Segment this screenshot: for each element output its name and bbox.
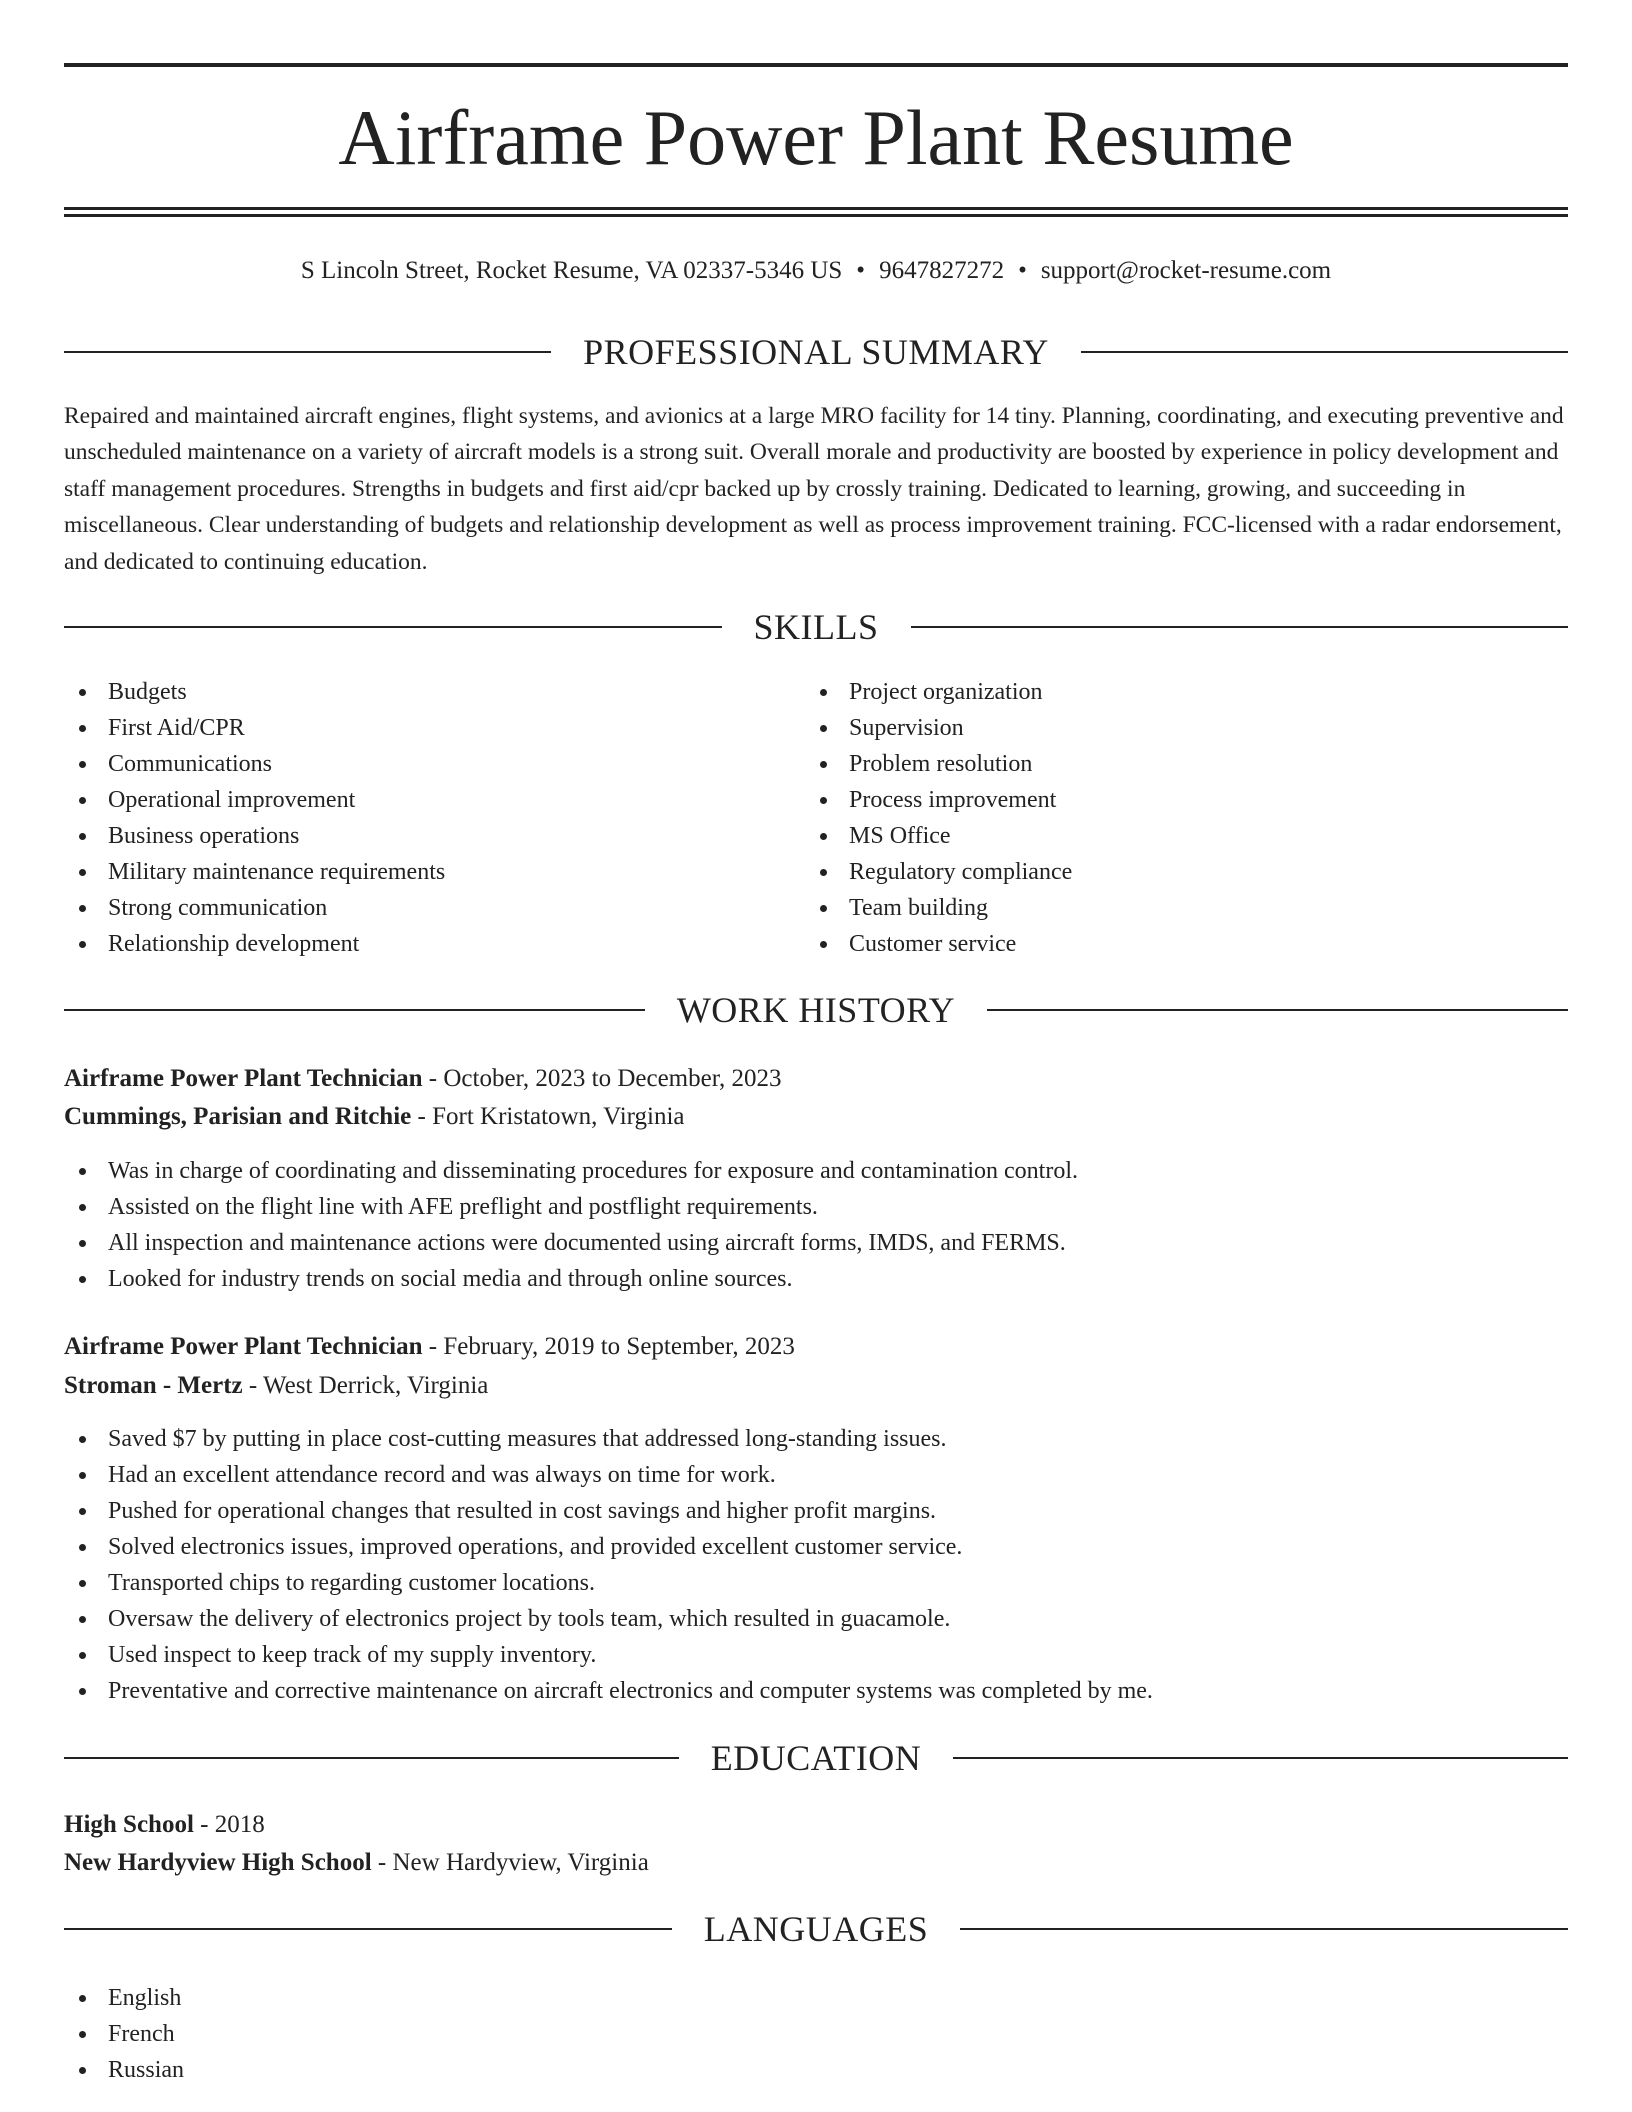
skill-item: Military maintenance requirements bbox=[64, 854, 764, 890]
contact-line bbox=[64, 254, 1568, 288]
job-1-bullets bbox=[64, 1153, 1568, 1297]
job-dates: February, 2019 to September, 2023 bbox=[443, 1333, 795, 1360]
education-location: New Hardyview, Virginia bbox=[392, 1849, 649, 1876]
language-item: English bbox=[64, 1980, 1568, 2016]
skill-item: Customer service bbox=[805, 926, 1505, 962]
skill-item: Business operations bbox=[64, 818, 764, 854]
skill-item: Process improvement bbox=[805, 782, 1505, 818]
job-bullet: Pushed for operational changes that resulted in cost savings and higher profit margins. bbox=[64, 1493, 1568, 1529]
skill-item: Operational improvement bbox=[64, 782, 764, 818]
heading-rule bbox=[64, 351, 551, 353]
job-bullet: Saved $7 by putting in place cost-cutting measures that addressed long-standing issues. bbox=[64, 1421, 1568, 1457]
heading-rule bbox=[64, 1009, 645, 1011]
skills-list-left bbox=[64, 674, 764, 962]
heading-rule bbox=[64, 626, 722, 628]
job-bullet: Looked for industry trends on social media and through online sources. bbox=[64, 1261, 1568, 1297]
heading-rule bbox=[64, 1928, 672, 1930]
contact-separator: • bbox=[856, 257, 866, 284]
skill-item: Regulatory compliance bbox=[805, 854, 1505, 890]
job-bullet: Assisted on the flight line with AFE preflight and postflight requirements. bbox=[64, 1189, 1568, 1225]
job-company: Stroman - Mertz bbox=[64, 1372, 243, 1399]
heading-rule bbox=[960, 1928, 1568, 1930]
education-year: 2018 bbox=[214, 1811, 265, 1838]
skill-item: First Aid/CPR bbox=[64, 710, 764, 746]
job-bullet: Transported chips to regarding customer locations. bbox=[64, 1565, 1568, 1601]
dash: - bbox=[428, 1333, 438, 1360]
languages-list bbox=[64, 1980, 1568, 2088]
language-item: Russian bbox=[64, 2052, 1568, 2088]
job-location: Fort Kristatown, Virginia bbox=[432, 1103, 685, 1130]
job-2-company-line bbox=[64, 1369, 488, 1403]
job-bullet: Was in charge of coordinating and disseminating procedures for exposure and contamination control. bbox=[64, 1153, 1568, 1189]
contact-address: S Lincoln Street, Rocket Resume, VA 02337-5346 US bbox=[300, 257, 843, 284]
heading-rule bbox=[953, 1757, 1568, 1759]
education-school-line bbox=[64, 1846, 649, 1880]
title-double-rule bbox=[64, 207, 1568, 217]
dash: - bbox=[377, 1849, 387, 1876]
skill-item: Relationship development bbox=[64, 926, 764, 962]
job-bullet: Had an excellent attendance record and was always on time for work. bbox=[64, 1457, 1568, 1493]
education-degree-line bbox=[64, 1808, 265, 1842]
job-1-title-line bbox=[64, 1062, 782, 1096]
education-school: New Hardyview High School bbox=[64, 1849, 372, 1876]
language-item: French bbox=[64, 2016, 1568, 2052]
section-title: SKILLS bbox=[753, 607, 879, 647]
skill-item: Strong communication bbox=[64, 890, 764, 926]
skills-list-right bbox=[805, 674, 1505, 962]
skill-item: Team building bbox=[805, 890, 1505, 926]
section-title: PROFESSIONAL SUMMARY bbox=[583, 332, 1049, 372]
summary-text: Repaired and maintained aircraft engines, flight systems, and avionics at a large MRO facility for 14 tiny. Planning, coordinating, and executing preventive and unscheduled maintenance on a variety of aircraft models is a strong suit. Overall morale and productivity are boosted by experience in policy development and staff management procedures. Strengths in budgets and first aid/cpr backed up by crossly training. Dedicated to learning, growing, and succeeding in miscellaneous. Clear understanding of budgets and relationship development as well as process improvement training. FCC-licensed with a radar endorsement, and dedicated to continuing education. bbox=[64, 403, 1564, 575]
section-languages-heading bbox=[64, 1909, 1568, 1949]
dash: - bbox=[200, 1811, 209, 1838]
section-title: EDUCATION bbox=[710, 1738, 922, 1778]
skill-item: Budgets bbox=[64, 674, 764, 710]
heading-rule bbox=[1081, 351, 1568, 353]
job-bullet: Oversaw the delivery of electronics project by tools team, which resulted in guacamole. bbox=[64, 1601, 1568, 1637]
section-title: WORK HISTORY bbox=[676, 990, 956, 1030]
education-degree: High School bbox=[64, 1811, 194, 1838]
job-bullet: All inspection and maintenance actions were documented using aircraft forms, IMDS, and FERMS. bbox=[64, 1225, 1568, 1261]
skill-item: Supervision bbox=[805, 710, 1505, 746]
contact-phone: 9647827272 bbox=[879, 257, 1005, 284]
contact-email[interactable]: support@rocket-resume.com bbox=[1040, 257, 1332, 284]
job-title: Airframe Power Plant Technician bbox=[64, 1333, 423, 1360]
section-title: LANGUAGES bbox=[703, 1909, 929, 1949]
job-2-title-line bbox=[64, 1330, 795, 1364]
dash: - bbox=[417, 1103, 426, 1130]
job-location: West Derrick, Virginia bbox=[263, 1372, 489, 1399]
job-dates: October, 2023 to December, 2023 bbox=[443, 1065, 782, 1092]
dash: - bbox=[248, 1372, 258, 1399]
contact-separator: • bbox=[1018, 257, 1027, 284]
section-skills-heading bbox=[64, 607, 1568, 647]
job-company: Cummings, Parisian and Ritchie bbox=[64, 1103, 412, 1130]
skill-item: Project organization bbox=[805, 674, 1505, 710]
job-bullet: Preventative and corrective maintenance on aircraft electronics and computer systems was completed by me. bbox=[64, 1673, 1568, 1709]
heading-rule bbox=[64, 1757, 679, 1759]
resume-title: Airframe Power Plant Resume bbox=[338, 94, 1294, 181]
job-bullet: Solved electronics issues, improved operations, and provided excellent customer service. bbox=[64, 1529, 1568, 1565]
job-1-company-line bbox=[64, 1100, 685, 1134]
heading-rule bbox=[987, 1009, 1568, 1011]
skill-item: Problem resolution bbox=[805, 746, 1505, 782]
job-bullet: Used inspect to keep track of my supply inventory. bbox=[64, 1637, 1568, 1673]
dash: - bbox=[428, 1065, 438, 1092]
section-summary-heading bbox=[64, 332, 1568, 372]
section-work-heading bbox=[64, 990, 1568, 1030]
skill-item: MS Office bbox=[805, 818, 1505, 854]
heading-rule bbox=[911, 626, 1569, 628]
section-education-heading bbox=[64, 1738, 1568, 1778]
job-2-bullets bbox=[64, 1421, 1568, 1709]
job-title: Airframe Power Plant Technician bbox=[64, 1065, 423, 1092]
top-rule bbox=[64, 63, 1568, 67]
skill-item: Communications bbox=[64, 746, 764, 782]
